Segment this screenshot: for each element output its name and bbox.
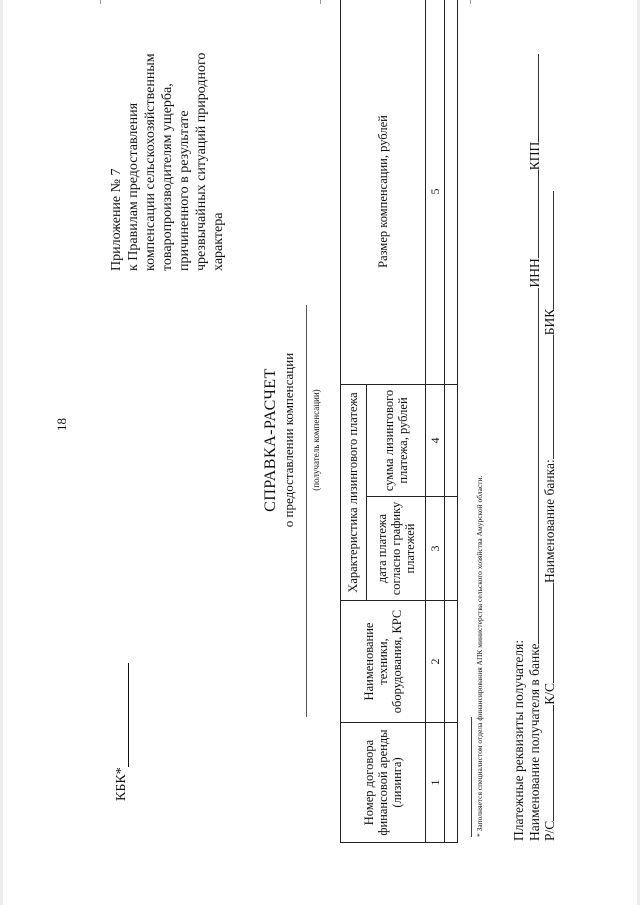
header-contract-number: Номер договора финансовой аренды (лизинга) — [341, 723, 426, 843]
requisites-account-row — [541, 191, 557, 841]
ks-field[interactable] — [541, 583, 554, 683]
column-number: 3 — [425, 497, 444, 601]
bik-field[interactable] — [541, 191, 554, 309]
kpp-label: КПП — [527, 141, 542, 171]
appendix-line: компенсации сельскохозяйственным — [143, 53, 158, 271]
table-cell[interactable] — [444, 723, 457, 843]
requisites-title: Платежные реквизиты получателя: — [511, 639, 526, 841]
requisites-bank-name-row — [526, 54, 542, 841]
page-number: 18 — [54, 418, 69, 431]
rs-label: Р/С — [542, 820, 557, 841]
recipient-caption: (получатель компенсации) — [311, 389, 321, 491]
column-number: 2 — [425, 601, 444, 723]
kbk-label: КБК* — [114, 767, 129, 801]
rs-field[interactable] — [541, 705, 554, 821]
appendix-line: Приложение № 7 — [109, 168, 124, 271]
appendix-line: товаропроизводителям ущерба, — [160, 83, 175, 271]
recipient-field-line — [306, 305, 307, 717]
bank-name-label: Наименование банка: — [542, 459, 557, 583]
document-title: СПРАВКА-РАСЧЕТ — [262, 368, 279, 512]
column-number: 5 — [425, 0, 444, 385]
footnote-rule — [471, 717, 472, 837]
header-compensation-amount: Размер компенсации, рублей — [341, 0, 426, 385]
appendix-line: к Правилам предоставления — [126, 102, 141, 271]
appendix-line: характера — [211, 212, 226, 271]
kbk-field-line — [128, 663, 129, 767]
header-equipment-name: Наименование техники, оборудования, КРС — [341, 601, 426, 723]
table-cell[interactable] — [444, 497, 457, 601]
table-cell[interactable] — [444, 385, 457, 497]
bik-label: БИК — [542, 308, 557, 336]
compensation-table — [340, 0, 458, 843]
bank-name-field[interactable] — [541, 335, 554, 459]
appendix-line: причиненного в результате — [177, 110, 192, 271]
inn-label: ИНН — [527, 258, 542, 288]
header-payment-sum: сумма лизингового платежа, рублей — [366, 385, 425, 497]
table-cell[interactable] — [444, 0, 457, 385]
kpp-field[interactable] — [526, 54, 539, 142]
inn-field[interactable] — [526, 170, 539, 258]
footnote: * Заполняется специалистом отдела финансирования АПК министерства сельского хозяйства Амурской области. — [475, 475, 484, 837]
bank-recipient-name-field[interactable] — [526, 288, 539, 644]
header-leasing-payment: Характеристика лизингового платежа — [341, 385, 367, 601]
appendix-heading — [108, 1, 227, 271]
bank-recipient-name-label: Наименование получателя в банке — [527, 643, 542, 841]
appendix-line: чрезвычайных ситуаций природного — [194, 52, 209, 271]
table-cell[interactable] — [444, 601, 457, 723]
document-subtitle: о предоставлении компенсации — [281, 352, 296, 528]
column-number: 1 — [425, 723, 444, 843]
header-payment-date: дата платежа согласно графику платежей — [366, 497, 425, 601]
document-title-block — [262, 275, 297, 605]
ks-label: К/С — [542, 682, 557, 705]
column-number: 4 — [425, 385, 444, 497]
